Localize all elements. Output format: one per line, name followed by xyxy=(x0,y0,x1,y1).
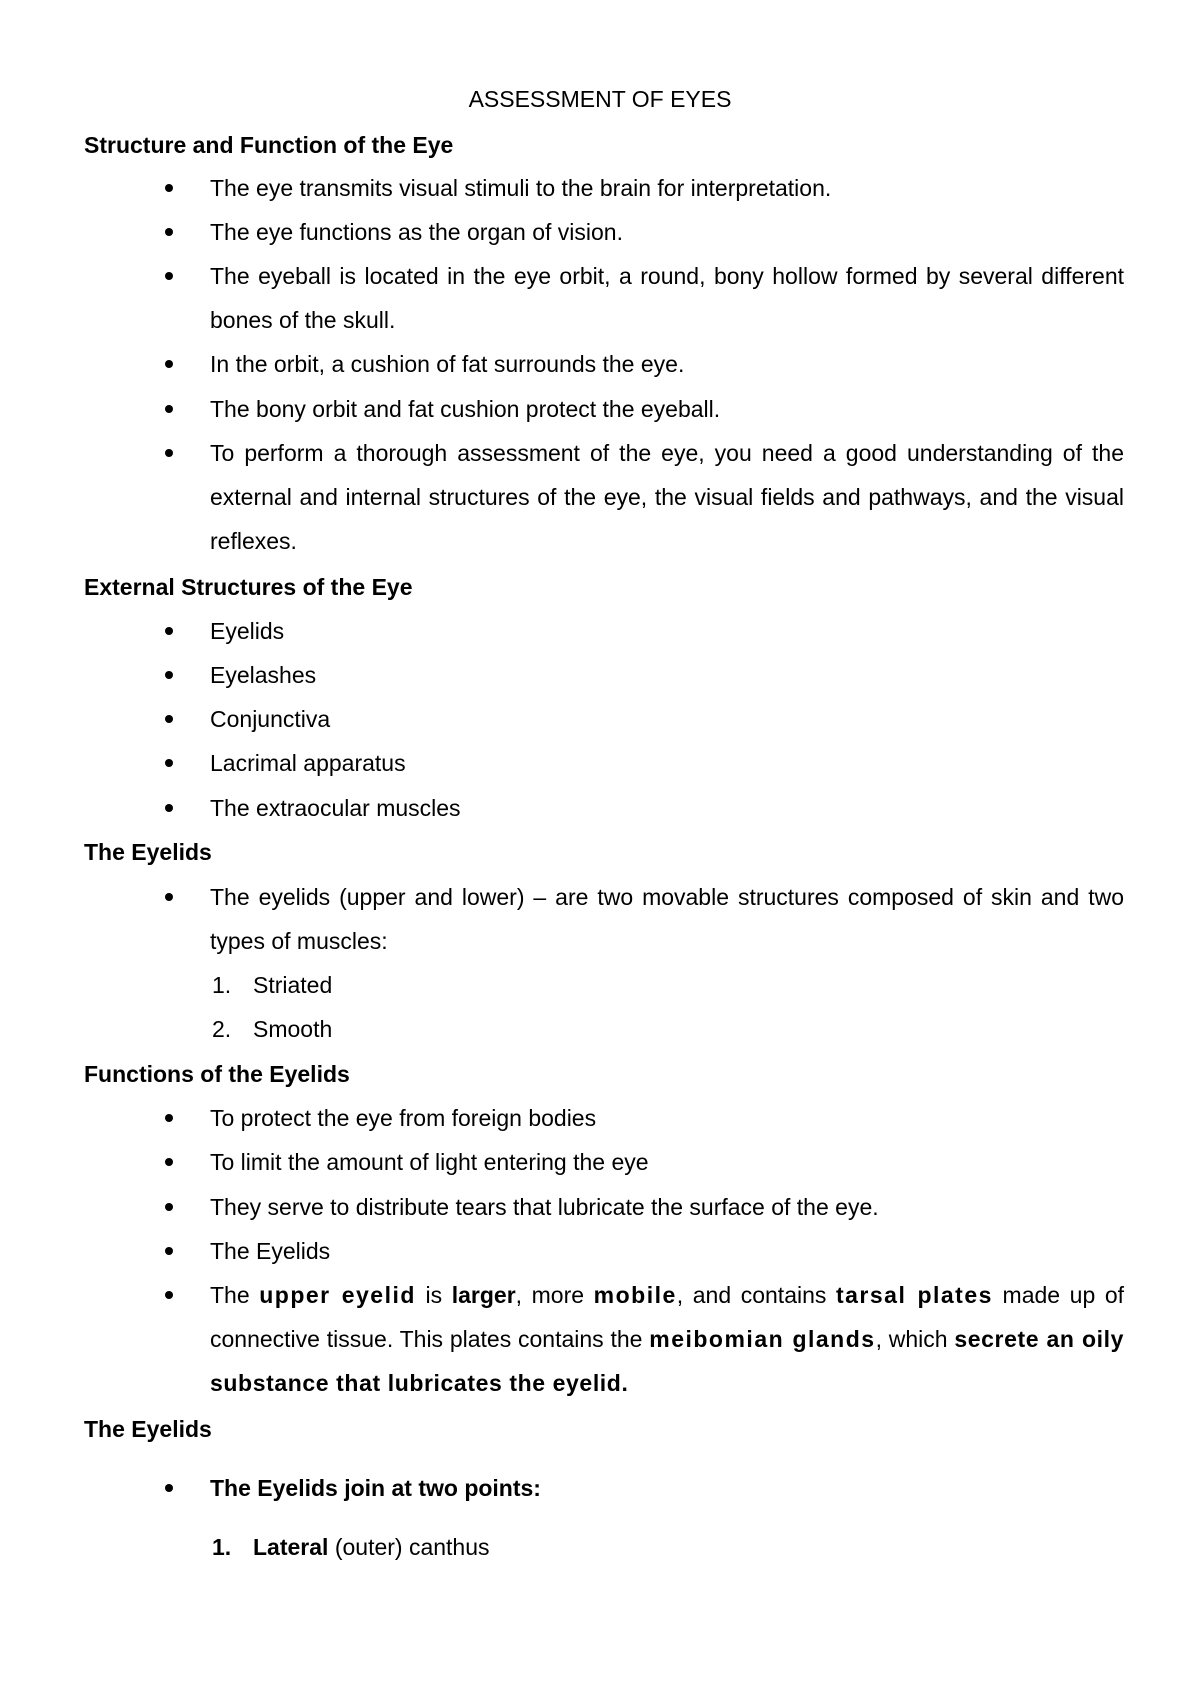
bullet-icon xyxy=(165,1147,187,1177)
list-item: The eye transmits visual stimuli to the brain for interpretation. xyxy=(210,175,832,201)
upper-eyelid-paragraph xyxy=(210,1273,1124,1405)
bullet-icon xyxy=(165,1236,187,1266)
bold-term: meibomian glands xyxy=(649,1326,876,1352)
bold-term: tarsal plates xyxy=(835,1282,993,1308)
list-item: Eyelids xyxy=(210,618,285,644)
bullet-icon xyxy=(165,1103,187,1133)
bullet-icon xyxy=(165,1473,187,1503)
list-number: 2. xyxy=(212,1016,232,1042)
bullet-icon xyxy=(165,882,187,912)
text-run: , more xyxy=(515,1282,594,1308)
bold-term: upper eyelid xyxy=(259,1282,416,1308)
bullet-icon xyxy=(165,438,187,468)
bullet-icon xyxy=(165,1192,187,1222)
list-item: To limit the amount of light entering the eye xyxy=(210,1149,649,1175)
list-item: The bony orbit and fat cushion protect the eyeball. xyxy=(210,396,721,422)
bullet-icon xyxy=(165,217,187,247)
list-item: The eyelids (upper and lower) – are two movable structures composed of skin and two types of muscles: xyxy=(210,884,1124,954)
numbered-item: Striated xyxy=(253,972,333,998)
bullet-icon xyxy=(165,173,187,203)
bullet-icon xyxy=(165,261,187,291)
list-item: The Eyelids join at two points: xyxy=(210,1475,541,1501)
bullet-icon xyxy=(165,704,187,734)
list-item: In the orbit, a cushion of fat surrounds the eye. xyxy=(210,351,685,377)
list-item: To protect the eye from foreign bodies xyxy=(210,1105,597,1131)
list-item: Conjunctiva xyxy=(210,706,331,732)
bullet-icon xyxy=(165,1280,187,1310)
bullet-icon xyxy=(165,616,187,646)
bold-term: mobile xyxy=(593,1282,677,1308)
numbered-item xyxy=(253,1532,490,1562)
heading-the-eyelids-2: The Eyelids xyxy=(84,1416,212,1442)
heading-the-eyelids: The Eyelids xyxy=(84,839,212,865)
text-run: is xyxy=(415,1282,452,1308)
list-item: The eye functions as the organ of vision. xyxy=(210,219,623,245)
text-run: (outer) canthus xyxy=(328,1534,490,1560)
bullet-icon xyxy=(165,349,187,379)
bullet-icon xyxy=(165,660,187,690)
heading-external-structures: External Structures of the Eye xyxy=(84,574,413,600)
list-item: The eyeball is located in the eye orbit, a round, bony hollow formed by several different bones of the skull. xyxy=(210,263,1124,333)
heading-structure-function: Structure and Function of the Eye xyxy=(84,132,454,158)
bullet-icon xyxy=(165,394,187,424)
list-number: 1. xyxy=(212,1534,232,1560)
list-item: Lacrimal apparatus xyxy=(210,750,406,776)
list-item: The Eyelids xyxy=(210,1238,331,1264)
list-item: They serve to distribute tears that lubricate the surface of the eye. xyxy=(210,1194,879,1220)
heading-functions-eyelids: Functions of the Eyelids xyxy=(84,1061,350,1087)
list-item: The extraocular muscles xyxy=(210,795,461,821)
text-run: The xyxy=(210,1282,260,1308)
list-item: Eyelashes xyxy=(210,662,317,688)
numbered-item: Smooth xyxy=(253,1016,333,1042)
text-run: made up of connective tissue. This plates contains the xyxy=(210,1282,1125,1352)
list-item: To perform a thorough assessment of the eye, you need a good understanding of the external and internal structures of the eye, the visual fields and pathways, and the visual reflexes. xyxy=(210,440,1124,554)
bullet-icon xyxy=(165,748,187,778)
list-number: 1. xyxy=(212,972,232,998)
document-title: ASSESSMENT OF EYES xyxy=(468,86,732,112)
bold-term: larger xyxy=(451,1282,516,1308)
bold-term: secrete an oily substance that lubricates the eyelid. xyxy=(210,1326,1124,1396)
bullet-icon xyxy=(165,793,187,823)
text-run: , and contains xyxy=(676,1282,836,1308)
bold-term: Lateral xyxy=(253,1534,329,1560)
text-run: , which xyxy=(875,1326,955,1352)
